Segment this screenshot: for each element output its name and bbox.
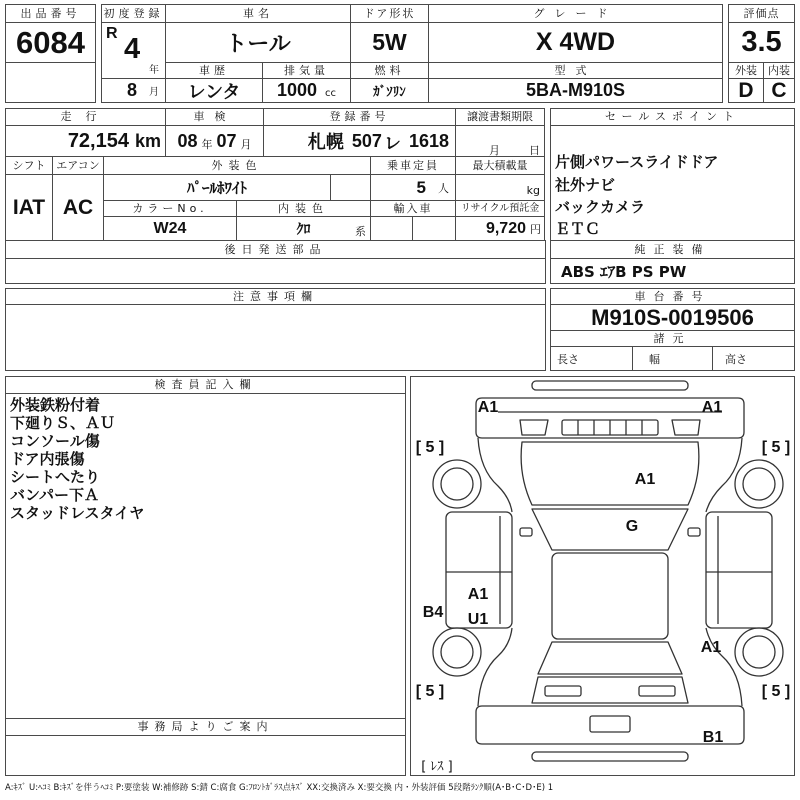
max-load-unit: kg bbox=[526, 184, 540, 197]
inspector-note-line: スタッドレスタイヤ bbox=[10, 504, 145, 522]
car-name-header: 車名 bbox=[165, 4, 351, 23]
length-cell: 長さ bbox=[550, 346, 633, 371]
notes-header: 注意事項欄 bbox=[5, 288, 546, 305]
history-value: レンタ bbox=[165, 78, 263, 103]
sales-point-item: ＥＴＣ bbox=[555, 220, 601, 238]
right-front-wheel-hub bbox=[743, 468, 775, 500]
rating-header: 評価点 bbox=[728, 4, 795, 23]
registration-kana: レ bbox=[383, 133, 401, 154]
left-front-wheel bbox=[433, 460, 481, 508]
car-damage-diagram bbox=[410, 376, 795, 776]
first-registration-era: R bbox=[106, 25, 118, 42]
inspector-notes-content bbox=[5, 393, 406, 719]
air-conditioner-value: AC bbox=[52, 174, 104, 241]
grade-value: X 4WD bbox=[428, 22, 723, 63]
first-registration-year-unit: 年 bbox=[149, 65, 159, 76]
front-spoiler-outline bbox=[532, 381, 688, 390]
tread-mark-left-rear: [ 5 ] bbox=[415, 683, 445, 700]
door-type-value: 5W bbox=[350, 22, 429, 63]
left-headlight bbox=[520, 420, 548, 435]
left-rear-wheel-hub bbox=[441, 636, 473, 668]
damage-code-legend: A:ｷｽﾞ U:ﾍｺﾐ B:ｷｽﾞを伴うﾍｺﾐ P:要塗装 W:補修跡 S:錆 C:腐食 G:ﾌﾛﾝﾄｶﾞﾗｽ点ｷｽﾞ XX:交換済み X:要交換 内・外装評価 5段階ﾗﾝｸ順(A･B･C･D･E) 1 bbox=[5, 783, 554, 793]
right-front-wheel bbox=[735, 460, 783, 508]
mileage-header: 走行 bbox=[5, 108, 166, 126]
model-code-header: 型式 bbox=[428, 62, 723, 79]
sales-points-header: セールスポイント bbox=[550, 108, 795, 126]
first-registration-month-cell bbox=[101, 78, 166, 103]
car-name-value: トール bbox=[165, 22, 351, 63]
height-cell: 高さ bbox=[712, 346, 795, 371]
seating-capacity-header: 乗車定員 bbox=[370, 156, 456, 175]
interior-color-suffix: 系 bbox=[355, 225, 366, 238]
seating-capacity-unit: 人 bbox=[438, 181, 449, 195]
imported-value-cell-b bbox=[412, 216, 456, 241]
mileage-cell bbox=[5, 125, 166, 157]
transfer-deadline-month-unit: 月 bbox=[489, 144, 500, 157]
shift-header: シフト bbox=[5, 156, 53, 175]
right-tail-light bbox=[639, 686, 675, 696]
registration-serial: 1618 bbox=[408, 130, 449, 151]
damage-mark-rear-bumper: B1 bbox=[702, 729, 724, 746]
grade-header: グレード bbox=[428, 4, 723, 23]
damage-mark-right-rear-fender: A1 bbox=[700, 639, 722, 656]
fuel-header: 燃料 bbox=[350, 62, 429, 79]
imported-value-cell-a bbox=[370, 216, 413, 241]
tread-mark-right-front: [ 5 ] bbox=[761, 439, 791, 456]
right-headlight bbox=[672, 420, 700, 435]
rating-score: 3.5 bbox=[728, 22, 795, 63]
shift-value: IAT bbox=[5, 174, 53, 241]
interior-rating-header: 内装 bbox=[763, 62, 795, 79]
parts-shipped-later-value bbox=[5, 258, 546, 284]
windshield-outline bbox=[532, 509, 688, 550]
fuel-value: ｶﾞｿﾘﾝ bbox=[350, 78, 429, 103]
lot-number-header: 出品番号 bbox=[5, 4, 96, 23]
interior-color-header: 内装色 bbox=[236, 200, 371, 217]
right-rear-wheel-hub bbox=[743, 636, 775, 668]
office-notice-content bbox=[5, 735, 406, 776]
damage-mark-front-bumper-left: A1 bbox=[477, 399, 499, 416]
inspector-note-line: シートへたり bbox=[10, 468, 101, 486]
registration-class-number: 507 bbox=[351, 130, 382, 151]
door-type-header: ドア形状 bbox=[350, 4, 429, 23]
inspector-note-line: コンソール傷 bbox=[10, 432, 100, 450]
inspection-expiry-year-unit: 年 bbox=[201, 138, 213, 151]
interior-color-cell bbox=[236, 216, 371, 241]
inspection-expiry-header: 車検 bbox=[165, 108, 264, 126]
registration-region: 札幌 bbox=[307, 132, 344, 153]
specifications-header: 諸元 bbox=[550, 330, 795, 347]
left-mirror bbox=[520, 528, 532, 536]
recycling-deposit-value: 9,720 bbox=[485, 219, 526, 237]
color-number-header: カラーNo. bbox=[103, 200, 237, 217]
rear-glass-outline bbox=[538, 642, 682, 674]
left-front-wheel-hub bbox=[441, 468, 473, 500]
left-tail-light bbox=[545, 686, 581, 696]
notes-content bbox=[5, 304, 546, 371]
damage-mark-left-door: A1 bbox=[467, 586, 489, 603]
inspection-expiry-month: 07 bbox=[216, 130, 237, 151]
color-number-value: W24 bbox=[103, 216, 237, 241]
recycling-deposit-header: リサイクル預託金 bbox=[455, 200, 545, 217]
chassis-number-header: 車台番号 bbox=[550, 288, 795, 305]
chassis-number-value: M910S-0019506 bbox=[550, 304, 795, 331]
left-rear-wheel bbox=[433, 628, 481, 676]
first-registration-year-cell bbox=[101, 22, 166, 79]
first-registration-header: 初度登録 bbox=[101, 4, 166, 23]
registration-number-header: 登録番号 bbox=[263, 108, 456, 126]
exterior-color-sub-cell bbox=[330, 174, 371, 201]
license-plate-outline bbox=[590, 716, 630, 732]
inspector-note-line: ドア内張傷 bbox=[10, 450, 85, 468]
max-load-header: 最大積載量 bbox=[455, 156, 545, 175]
interior-rating-value: C bbox=[763, 78, 795, 103]
displacement-value: 1000 bbox=[276, 80, 318, 100]
exterior-rating-header: 外装 bbox=[728, 62, 764, 79]
front-grille-slats bbox=[578, 420, 642, 435]
exterior-rating-value: D bbox=[728, 78, 764, 103]
lot-number-value: 6084 bbox=[5, 22, 96, 63]
model-code-value: 5BA-M910S bbox=[428, 78, 723, 103]
damage-mark-left-rocker: B4 bbox=[422, 604, 444, 621]
left-rear-fender bbox=[478, 628, 512, 706]
right-mirror bbox=[688, 528, 700, 536]
genuine-equipment-header: 純正装備 bbox=[550, 240, 795, 259]
exterior-color-header: 外装色 bbox=[103, 156, 371, 175]
recycling-deposit-unit: 円 bbox=[530, 222, 541, 236]
transfer-deadline-day-unit: 日 bbox=[529, 144, 540, 157]
tread-mark-left-front: [ 5 ] bbox=[415, 439, 445, 456]
recycling-deposit-cell bbox=[455, 216, 545, 241]
inspector-note-line: バンパー下Ａ bbox=[10, 486, 99, 504]
parts-shipped-later-header: 後日発送部品 bbox=[5, 240, 546, 259]
office-notice-header: 事務局よりご案内 bbox=[5, 718, 406, 736]
history-header: 車歴 bbox=[165, 62, 263, 79]
max-load-cell bbox=[455, 174, 545, 201]
damage-mark-windshield: G bbox=[625, 518, 639, 535]
imported-header: 輸入車 bbox=[370, 200, 456, 217]
sales-point-item: 社外ナビ bbox=[555, 176, 616, 194]
displacement-header: 排気量 bbox=[262, 62, 351, 79]
exterior-color-value: ﾊﾟｰﾙﾎﾜｲﾄ bbox=[103, 174, 331, 201]
damage-mark-front-bumper-right: A1 bbox=[701, 399, 723, 416]
right-side-panel bbox=[706, 512, 772, 628]
inspection-expiry-month-unit: 月 bbox=[240, 138, 252, 151]
inspector-notes-header: 検査員記入欄 bbox=[5, 376, 406, 394]
rear-spoiler-outline bbox=[532, 752, 688, 761]
hood-outline bbox=[521, 442, 699, 505]
tailgate-outline bbox=[532, 677, 688, 703]
sales-points-list bbox=[550, 125, 795, 241]
displacement-unit: cc bbox=[325, 88, 337, 99]
transfer-deadline-header: 譲渡書類期限 bbox=[455, 108, 545, 126]
inspection-expiry-cell bbox=[165, 125, 264, 157]
sales-point-item: 片側パワースライドドア bbox=[555, 153, 719, 171]
damage-mark-hood: A1 bbox=[634, 471, 656, 488]
first-registration-year: 4 bbox=[124, 33, 141, 65]
transfer-deadline-cell bbox=[455, 125, 545, 157]
first-registration-month: 8 bbox=[126, 80, 137, 100]
width-cell: 幅 bbox=[632, 346, 713, 371]
registration-number-cell bbox=[263, 125, 456, 157]
interior-color-value: ｸﾛ bbox=[296, 221, 311, 238]
inspection-expiry-year: 08 bbox=[177, 130, 198, 151]
air-conditioner-header: エアコン bbox=[52, 156, 104, 175]
inspector-note-line: 下廻りＳ、ＡＵ bbox=[10, 414, 116, 432]
genuine-equipment-value: ABS ｴｱB PS PW bbox=[550, 258, 795, 284]
tread-mark-right-rear: [ 5 ] bbox=[761, 683, 791, 700]
seating-capacity-value: 5 bbox=[416, 177, 426, 197]
roof-outline bbox=[552, 553, 668, 639]
right-rear-wheel bbox=[735, 628, 783, 676]
lot-blank-cell bbox=[5, 62, 96, 103]
spare-tire-mark: [ ﾚｽ ] bbox=[421, 759, 453, 775]
first-registration-month-unit: 月 bbox=[149, 87, 159, 98]
damage-mark-left-door-dent: U1 bbox=[467, 611, 489, 628]
left-front-fender bbox=[478, 438, 512, 512]
seating-capacity-cell bbox=[370, 174, 456, 201]
mileage-value: 72,154 bbox=[67, 129, 129, 152]
sales-point-item: バックカメラ bbox=[555, 198, 646, 216]
displacement-cell bbox=[262, 78, 351, 103]
inspector-note-line: 外装鉄粉付着 bbox=[10, 396, 101, 414]
mileage-unit: km bbox=[134, 130, 161, 151]
